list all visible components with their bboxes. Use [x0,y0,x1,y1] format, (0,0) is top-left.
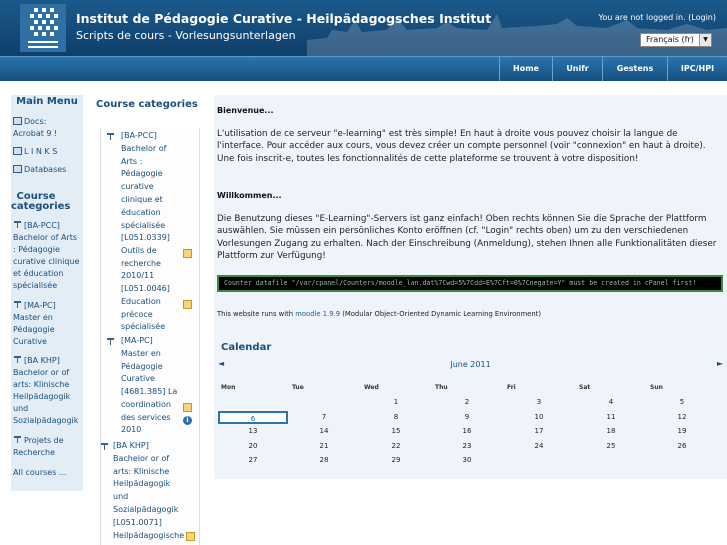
category-icon [13,355,22,364]
nav-unifr[interactable]: Unifr [552,57,602,81]
calendar-day[interactable]: 5 [679,398,685,406]
info-icon[interactable]: i [183,416,192,425]
all-courses-link[interactable]: All courses ... [13,468,67,477]
calendar-day[interactable]: 17 [534,427,544,436]
nav-home[interactable]: Home [499,57,552,81]
main-navigation [0,56,727,81]
calendar-day[interactable]: 25 [606,441,616,450]
calendar-day[interactable]: 13 [248,427,258,436]
calendar-day[interactable]: 29 [391,456,401,465]
calendar-day[interactable]: 28 [319,456,329,465]
site-title: Institut de Pédagogie Curative - Heilpädagogsches Institut [76,11,492,26]
calendar-day[interactable]: 18 [606,427,616,436]
city-skyline-image [307,0,727,56]
course-outils-de-recherche[interactable]: [L051.0339] Outils de recherche 2010/11 [121,233,170,281]
course-education-precoce[interactable]: [L051.0046] Education précoce spécialisée [121,284,170,332]
login-info [599,13,716,22]
language-value: Français (fr) [646,35,694,44]
calendar-day[interactable]: 7 [321,412,327,421]
calendar-day[interactable]: 3 [536,398,542,406]
calendar-day[interactable]: 11 [606,412,616,421]
welcome-de-text: Die Benutzung dieses "E-Learning"-Servers ist ganz einfach! Oben rechts können Sie die Sprache der Plattform auswählen. Sie müssen ein persönliches Konto eröffnen (cf. "Login" rechts oben) um zu den verschiedenen Vorlesungen Zugang zu erhalten. Nach der Einschreibung (Anmeldung), stehen Ihnen alle Funktionalitäten dieser Plattform zur Verfügung! [217,214,717,262]
document-icon [13,165,22,173]
course-heilpadagogische[interactable]: [L051.0071] Heilpädagogische [113,518,185,540]
calendar-weekday: Sun [650,384,663,391]
category-ba-pcc[interactable]: [BA-PCC] Bachelor of Arts : Pédagogie curative clinique et éducation spécialisée [121,131,167,230]
calendar-weekday: Fri [507,384,516,391]
document-icon [13,117,22,125]
main-menu-title: Main Menu [16,96,78,107]
sidebar-category-ma-pc[interactable]: [MA-PC] Master en Pédagogie Curative [13,301,56,346]
sidebar-category-projets[interactable]: Projets de Recherche [13,436,64,457]
calendar-weekday: Tue [292,384,304,391]
nav-ipc-hpi[interactable]: IPC/HPI [667,57,727,81]
calendar-day[interactable]: 14 [319,427,329,436]
moodle-link[interactable]: moodle 1.9.9 [295,310,341,318]
calendar-day[interactable]: 22 [391,441,401,450]
calendar-day[interactable]: 4 [608,398,614,406]
calendar-day[interactable]: 12 [677,412,687,421]
calendar-day[interactable]: 19 [677,427,687,436]
calendar-day[interactable]: 9 [464,412,470,421]
welcome-fr-text: L'utilisation de ce serveur "e-learning" est très simple! En haut à droite vous pouvez choisir la langue de l'interface. Pour accéder aux cours, vous devez créer un compte personnel (voir "connexion" en haut à droite). Une fois inscrit-e, toutes les fonctionnalités de cette plateforme se trouvent à votre disposition! [217,129,706,164]
course-icon [183,300,192,309]
welcome-fr-heading: Bienvenue... [217,106,274,115]
calendar-prev-month-icon[interactable]: ◄ [218,359,225,368]
calendar-day[interactable]: 24 [534,441,544,450]
calendar-day[interactable]: 15 [391,427,401,436]
calendar-day[interactable]: 27 [248,456,258,465]
calendar-day[interactable]: 23 [462,441,472,450]
document-icon [13,147,22,155]
calendar-day[interactable]: 26 [677,441,687,450]
category-icon [13,300,22,309]
login-status-text: You are not logged in. [598,13,686,22]
calendar-weekday: Thu [435,384,448,391]
sidebar-item-docs[interactable]: Docs: Acrobat 9 ! [13,117,58,138]
nav-gestens[interactable]: Gestens [602,57,667,81]
calendar-weekday: Sat [579,384,591,391]
login-link[interactable]: (Login) [688,13,716,22]
calendar-day[interactable]: 10 [534,412,544,421]
calendar-weekday: Wed [364,384,379,391]
category-icon [106,337,115,346]
categories-title: Course categories [11,191,71,212]
sidebar-left [11,95,83,491]
site-subtitle: Scripts de cours - Vorlesungsunterlagen [76,29,296,42]
calendar-next-month-icon[interactable]: ► [716,359,723,368]
category-icon [106,132,115,141]
welcome-de-heading: Willkommen... [217,191,282,200]
calendar-day[interactable]: 8 [393,412,399,421]
calendar-block [214,339,727,479]
course-icon [186,532,195,541]
course-categories-title: Course categories [96,99,198,110]
sidebar-item-databases[interactable]: Databases [13,164,66,176]
calendar-day[interactable]: 30 [462,456,472,465]
course-categories-block [91,95,208,545]
calendar-month[interactable]: June 2011 [450,360,491,369]
chevron-down-icon[interactable]: ▼ [699,34,711,46]
course-icon [183,249,192,258]
sidebar-category-ba-khp[interactable]: [BA KHP] Bachelor or of arts: Klinische Heilpädagogik und Sozialpädagogik [13,356,79,425]
calendar-day[interactable]: 2 [464,398,470,406]
category-ma-pc[interactable]: [MA-PC] Master en Pédagogie Curative [121,336,163,384]
page-header [0,0,727,56]
category-icon [13,220,22,229]
sidebar-category-ba-pcc[interactable]: [BA-PCC] Bachelor of Arts : Pédagogie curative clinique et éducation spécialisée [13,221,80,290]
university-logo[interactable] [20,4,66,52]
powered-by-line: This website runs with moodle 1.9.9 (Modular Object-Oriented Dynamic Learning Environment) [217,310,541,318]
calendar-weekday: Mon [221,384,236,391]
calendar-day[interactable]: 21 [319,441,329,450]
course-icon [183,403,192,412]
category-icon [13,435,22,444]
category-ba-khp[interactable]: [BA KHP] Bachelor or of arts: Klinische Heilpädagogik und Sozialpädagogik [113,441,179,514]
language-select[interactable] [640,33,712,47]
category-icon [100,442,109,451]
calendar-day-today[interactable]: 6 [218,411,288,424]
calendar-day[interactable]: 20 [248,441,258,450]
calendar-day[interactable]: 16 [462,427,472,436]
sidebar-item-links[interactable]: L I N K S [13,146,57,158]
calendar-title: Calendar [221,342,272,353]
counter-error-box: Counter datafile "/var/cpanel/Counters/moodle_lan.dat%7Cwd=5%7Cdd=E%7Cft=0%7Cnegate=Y" must be created in cPanel first! [217,275,723,292]
course-coordination-des-services[interactable]: [4681.385] La coordination des services 2010 [121,387,178,435]
calendar-day[interactable]: 1 [393,398,399,406]
